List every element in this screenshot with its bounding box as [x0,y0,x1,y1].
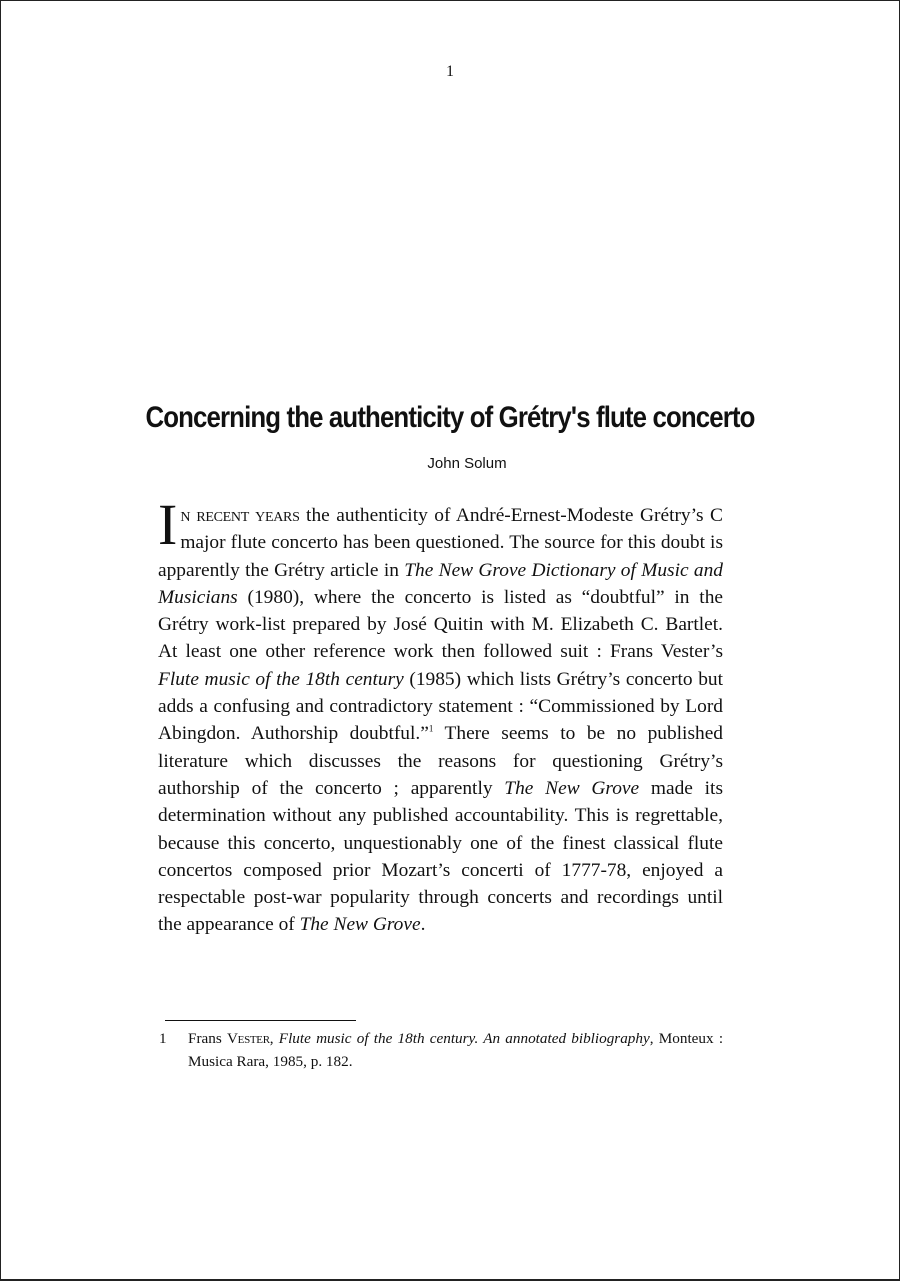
italic-title: The New Grove [299,914,421,936]
body-text-segment: There seems to be no published literature which discusses the reasons for questioning Grétry’s authorship of the concerto ; apparently [158,723,723,799]
footnote-author-first: Frans [188,1030,227,1047]
body-text-segment: (1985) which lists Grétry’s concerto but adds a confusing and contradictory statement : “Commissioned by Lord Abingdon. Authorship doubtful.” [158,668,723,745]
footnote-divider [165,1020,356,1021]
footnote [159,1027,723,1073]
opening-smallcaps: n recent years [180,505,300,526]
footnote-rest: , Monteux : Musica Rara, 1985, p. 182. [188,1030,724,1070]
italic-title: The New Grove Dictionary of Music and Musicians [158,559,723,608]
footnote-number: 1 [159,1030,167,1047]
footnote-text [188,1027,723,1073]
article-title: Concerning the authenticity of Grétry's flute concerto [145,401,755,434]
body-text-segment: . [420,914,426,936]
page-number: 1 [446,63,454,80]
footnote-separator: , [269,1030,279,1047]
italic-title: The New Grove [504,777,640,799]
body-text-segment: (1980), where the concerto is listed as “doubtful” in the Grétry work-list prepared by José Quitin with M. Elizabeth C. Bartlet. At least one other reference work then followed suit : Frans Vester’s [158,586,723,663]
body-text-segment: the authenticity of André-Ernest-Modeste Grétry’s C major flute concerto has been questioned. The source for this doubt is apparently the Grétry article in [158,505,723,581]
footnote-italic-title: Flute music of the 18th century. An annotated bibliography [278,1030,650,1047]
article-body [158,492,723,939]
footnote-reference[interactable]: 1 [428,723,434,734]
body-text-segment: made its determination without any published accountability. This is regrettable, because this concerto, unquestionably one of the finest classical flute concertos composed prior Mozart’s concerti of 1777-78, enjoyed a respectable post-war popularity through concerts and recordings until the appearance of [158,777,723,936]
drop-cap: I [158,492,178,557]
italic-title: Flute music of the 18th century [158,668,404,690]
footnote-author-last: Vester [226,1030,270,1047]
article-author: John Solum [427,455,507,472]
